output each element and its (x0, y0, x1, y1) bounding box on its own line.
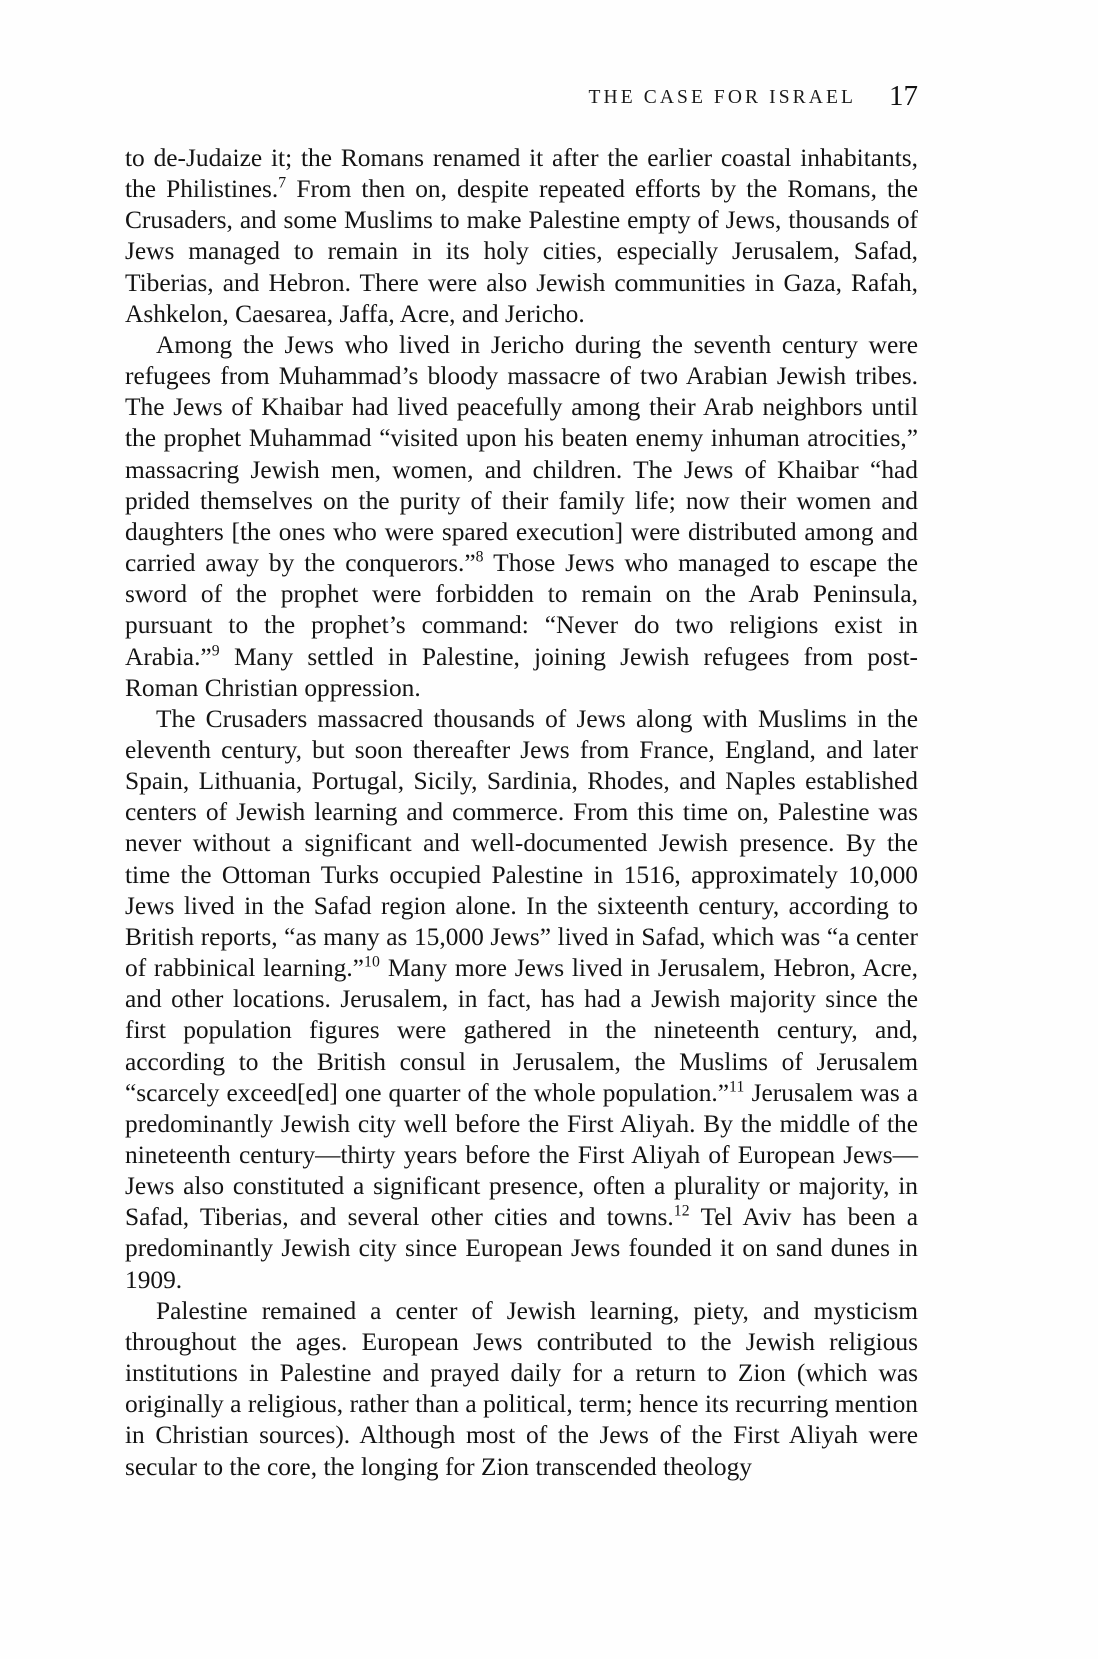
footnote-marker: 7 (278, 174, 287, 192)
body-text-block (125, 143, 918, 1483)
running-head-title: THE CASE FOR ISRAEL (588, 87, 856, 108)
running-head (125, 80, 918, 112)
footnote-marker: 10 (363, 953, 381, 971)
paragraph-2: Among the Jews who lived in Jericho during the seventh century were refugees from Muhammad’s bloody massacre of two Arabian Jewish tribes. The Jews of Khaibar had lived peacefully among their Arab neighbors until the prophet Muhammad “visited upon his beaten enemy inhuman atrocities,” massacring Jewish men, women, and children. The Jews of Khaibar “had prided themselves on the purity of their family life; now their women and daughters [the ones who were spared execution] were distributed among and carried away by the conquerors.”$^8$ Those Jews who managed to escape the sword of the prophet were forbidden to remain on the Arab Peninsula, pursuant to the prophet’s command: “Never do two religions exist in Arabia.”$^9$ Many settled in Palestine, joining Jewish refugees from post-Roman Christian oppression. (125, 330, 919, 702)
paragraph-3: The Crusaders massacred thousands of Jews along with Muslims in the eleventh century, but soon thereafter Jews from France, England, and later Spain, Lithuania, Portugal, Sicily, Sardinia, Rhodes, and Naples established centers of Jewish learning and commerce. From this time on, Palestine was never without a significant and well-documented Jewish presence. By the time the Ottoman Turks occupied Palestine in 1516, approximately 10,000 Jews lived in the Safad region alone. In the sixteenth century, according to British reports, “as many as 15,000 Jews” lived in Safad, which was “a center of rabbinical learning.”$^{10}$ Many more Jews lived in Jerusalem, Hebron, Acre, and other locations. Jerusalem, in fact, has had a Jewish majority since the first population figures were gathered in the nineteenth century, and, according to the British consul in Jerusalem, the Muslims of Jerusalem “scarcely exceed[ed] one quarter of the whole population.”$^{11}$ Jerusalem was a predominantly Jewish city well before the First Aliyah. By the middle of the nineteenth century—thirty years before the First Aliyah of European Jews—Jews also constituted a significant presence, often a plurality or majority, in Safad, Tiberias, and several other cities and towns.$^{12}$ Tel Aviv has been a predominantly Jewish city since European Jews founded it on sand dunes in 1909. (125, 704, 919, 1294)
footnote-marker: 9 (211, 642, 220, 660)
footnote-marker: 11 (729, 1078, 745, 1096)
paragraph-4: Palestine remained a center of Jewish learning, piety, and mysticism throughout the ages. European Jews contributed to the Jewish religious institutions in Palestine and prayed daily for a return to Zion (which was originally a religious, rather than a political, term; hence its recurring mention in Christian sources). Although most of the Jews of the First Aliyah were secular to the core, the longing for Zion transcended theology (125, 1296, 918, 1481)
footnote-marker: 8 (475, 548, 484, 566)
page-number: 17 (889, 80, 918, 112)
paragraph-1: to de-Judaize it; the Romans renamed it after the earlier coastal inhabitants, the Philistines.$^7$ From then on, despite repeated efforts by the Romans, the Crusaders, and some Muslims to make Palestine empty of Jews, thousands of Jews managed to remain in its holy cities, especially Jerusalem, Safad, Tiberias, and Hebron. There were also Jewish communities in Gaza, Rafah, Ashkelon, Caesarea, Jaffa, Acre, and Jericho. (125, 144, 918, 328)
footnote-marker: 12 (673, 1202, 690, 1220)
